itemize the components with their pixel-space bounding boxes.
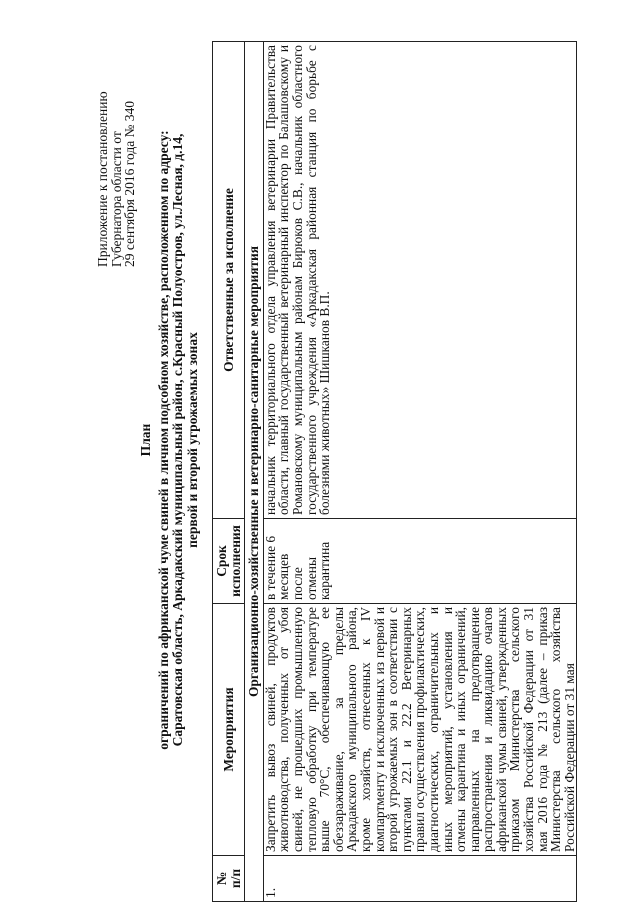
plan-subtitle-line-2: Саратовская область, Аркадакский муниципальный район, с.Красный Полуостров, ул.Лесная, д.14, bbox=[170, 133, 185, 747]
row-measure: Запретить вывоз свиней, продуктов животноводства, полученных от убоя свиней, не прошедших промышленную тепловую обработку при температуре выше 70°С, обеспечивающую ее обеззараживание, за пределы Аркадакского муниципального района, кроме хозяйств, отнесенных к IV компартменту и исключенных из первой и второй угрожаемых зон в соответствии с пунктами 22.1 и 22.2 Ветеринарных правил осуществления профилактических, диагностических, ограничительных и иных мероприятий, установления и отмены карантина и иных ограничений, направленных на предотвращение распространения и ликвидацию очагов африканской чумы свиней, утвержденных приказом Министерства сельского хозяйства Российской Федерации от 31 мая 2016 года № 213 (далее – приказ Министерства сельского хозяйства Российской Федерации от 31 мая bbox=[263, 604, 577, 856]
header-num: № п/п bbox=[213, 856, 245, 902]
section-title: Организационно-хозяйственные и ветеринарно-санитарные мероприятия bbox=[245, 42, 264, 902]
plan-subtitle-line-3: первой и второй угрожаемых зонах bbox=[184, 332, 200, 548]
measures-table bbox=[212, 41, 577, 902]
row-term: в течение 6 месяцев после отмены карантина bbox=[263, 519, 577, 604]
appendix-note bbox=[96, 91, 137, 267]
row-responsible: начальник территориального отдела управления ветеринарии Правительства области, главный государственный ветеринарный инспектор по Балашовскому и Романовскому муниципальным районам Бирюков С.В., начальник областного государственного учреждения «Аркадакская районная станция по борьбе с болезнями животных» Шишканов В.П. bbox=[263, 42, 577, 519]
plan-title: План bbox=[138, 423, 153, 457]
section-row bbox=[245, 42, 264, 902]
plan-heading bbox=[139, 15, 200, 865]
table-row bbox=[263, 42, 577, 902]
appendix-line-2: Губернатора области от bbox=[108, 131, 124, 267]
header-responsible: Ответственные за исполнение bbox=[213, 42, 245, 519]
appendix-line-1: Приложение к постановлению bbox=[95, 91, 110, 267]
plan-subtitle-line-1: ограничений по африканской чуме свиней в личном подсобном хозяйстве, расположенном по адресу: bbox=[155, 130, 171, 750]
header-measures: Мероприятия bbox=[213, 604, 245, 856]
row-number: 1. bbox=[263, 856, 577, 902]
header-term: Срок исполнения bbox=[213, 519, 245, 604]
appendix-line-3: 29 сентября 2016 года № 340 bbox=[122, 100, 137, 267]
table-header-row bbox=[213, 42, 245, 902]
